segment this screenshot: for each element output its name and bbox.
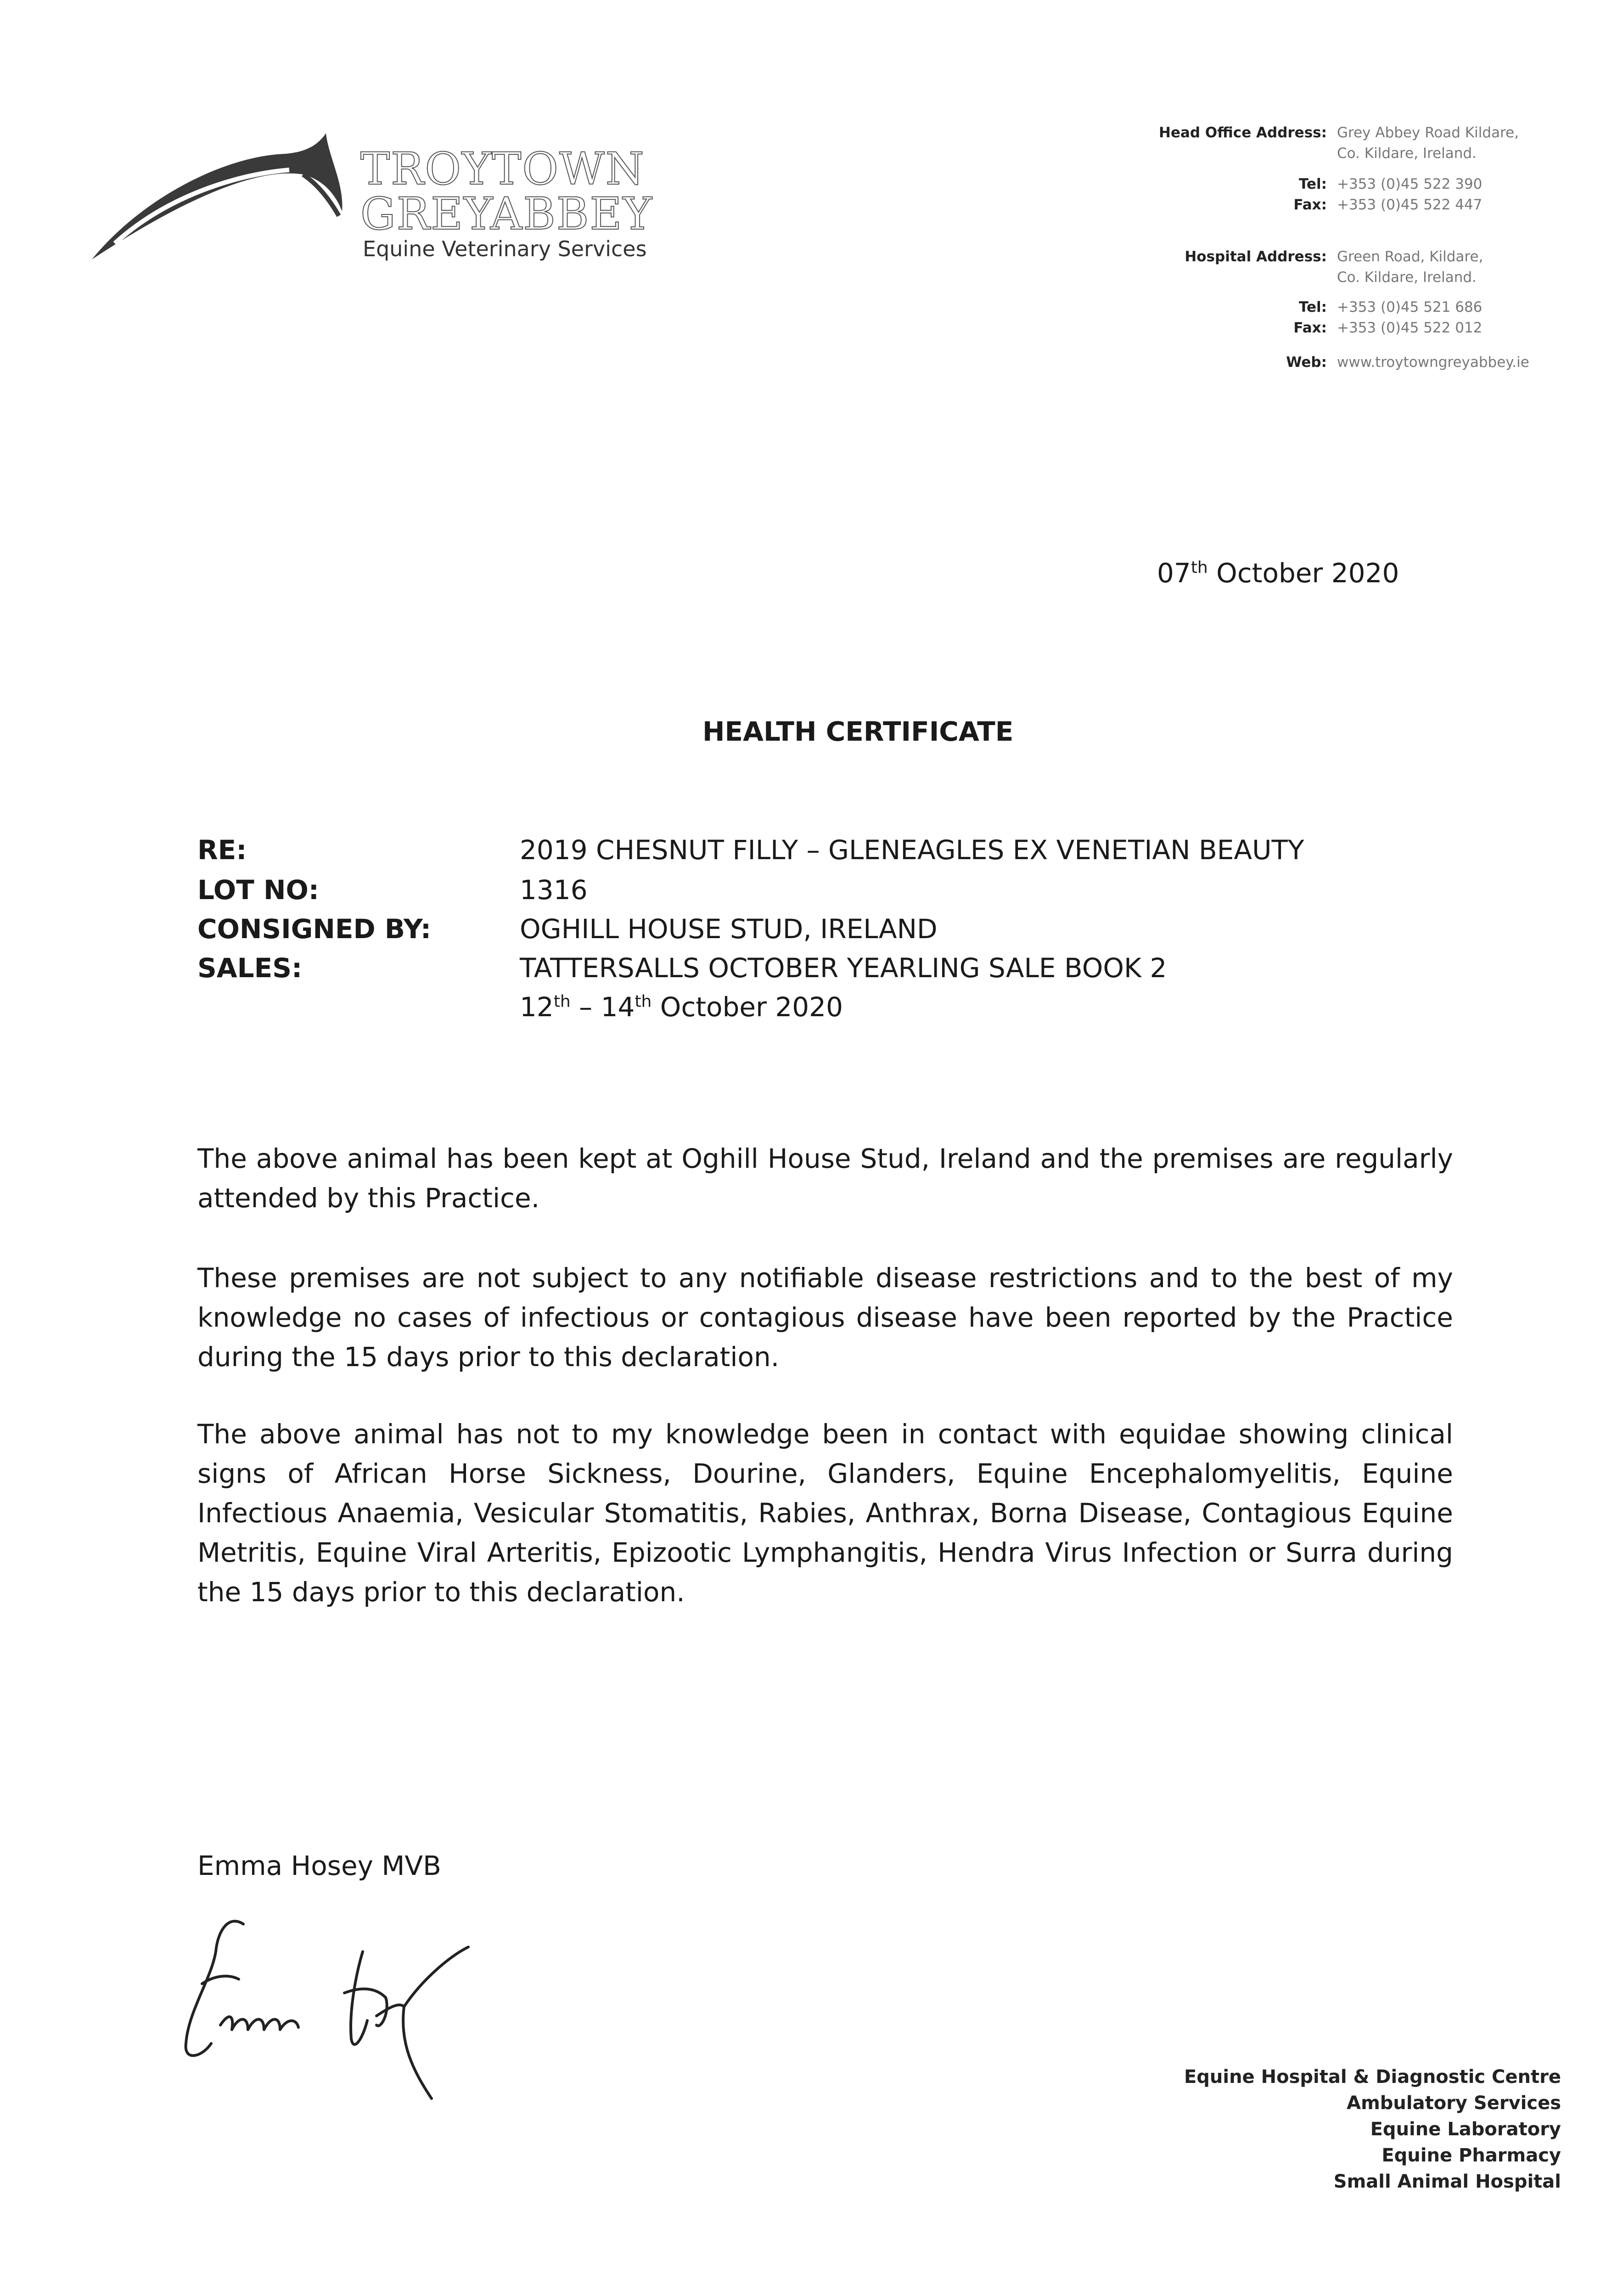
date-day: 07	[1157, 557, 1191, 589]
service-item: Equine Laboratory	[1370, 2119, 1561, 2140]
service-item: Ambulatory Services	[1347, 2093, 1561, 2114]
date-month-year: October 2020	[1207, 557, 1399, 589]
hospital-fax-label: Fax:	[1293, 320, 1327, 336]
sales-end-day: 14	[601, 991, 635, 1023]
letter-date	[1157, 553, 1399, 593]
sales-value: TATTERSALLS OCTOBER YEARLING SALE BOOK 2	[520, 952, 1167, 984]
logo-wordmark-line1: TROYTOWN	[360, 143, 645, 195]
service-item: Small Animal Hospital	[1333, 2171, 1561, 2192]
web-address: www.troytowngreyabbey.ie	[1337, 354, 1529, 371]
certificate-title: HEALTH CERTIFICATE	[702, 716, 1014, 747]
hospital-address-line2: Co. Kildare, Ireland.	[1337, 269, 1477, 286]
paragraph-restrictions: These premises are not subject to any notifiable disease restrictions and to the best of my knowledge no cases of infectious or contagious disease have been reported by the Practice during the 15 days prior to this declaration.	[197, 1262, 1453, 1373]
sales-month-year: October 2020	[651, 991, 843, 1023]
sales-end-suffix: th	[635, 992, 652, 1011]
hospital-tel: +353 (0)45 521 686	[1337, 299, 1483, 315]
logo-subtitle: Equine Veterinary Services	[363, 236, 647, 261]
head-office-fax-label: Fax:	[1293, 197, 1327, 213]
paragraph-diseases: The above animal has not to my knowledge been in contact with equidae showing clinical signs of African Horse Sickness, Dourine, Glanders, Equine Encephalomyelitis, Equine Infectious Anaemia, Vesicular Stomatitis, Rabies, Anthrax, Borna Disease, Contagious Equine Metritis, Equine Viral Arteritis, Epizootic Lymphangitis, Hendra Virus Infection or Surra during the 15 days prior to this declaration.	[197, 1418, 1453, 1608]
head-office-tel: +353 (0)45 522 390	[1337, 176, 1483, 192]
horse-logo-icon	[87, 129, 344, 262]
sales-start-day: 12	[520, 991, 554, 1023]
head-office-tel-label: Tel:	[1298, 176, 1327, 192]
head-office-label: Head Office Address:	[1159, 124, 1327, 141]
hospital-fax: +353 (0)45 522 012	[1337, 320, 1483, 336]
sales-label: SALES:	[197, 952, 303, 984]
handwritten-signature	[174, 1906, 551, 2117]
consigned-by-value: OGHILL HOUSE STUD, IRELAND	[520, 913, 938, 945]
date-day-suffix: th	[1191, 558, 1208, 577]
re-value: 2019 CHESNUT FILLY – GLENEAGLES EX VENETIAN BEAUTY	[520, 834, 1304, 866]
web-label: Web:	[1286, 354, 1327, 371]
hospital-address-line1: Green Road, Kildare,	[1337, 248, 1483, 265]
re-label: RE:	[197, 834, 247, 866]
service-item: Equine Pharmacy	[1382, 2145, 1561, 2166]
lot-number-label: LOT NO:	[197, 874, 319, 906]
head-office-address-line1: Grey Abbey Road Kildare,	[1337, 124, 1519, 141]
consigned-by-label: CONSIGNED BY:	[197, 913, 432, 945]
head-office-address-line2: Co. Kildare, Ireland.	[1337, 145, 1477, 162]
hospital-tel-label: Tel:	[1298, 299, 1327, 315]
logo-wordmark-line2: GREYABBEY	[360, 188, 653, 240]
sales-start-suffix: th	[553, 992, 571, 1011]
paragraph-premises: The above animal has been kept at Oghill House Stud, Ireland and the premises are regularly attended by this Practice.	[197, 1143, 1453, 1214]
sales-date-dash: –	[570, 991, 601, 1023]
lot-number-value: 1316	[520, 874, 588, 906]
sales-dates	[520, 987, 843, 1027]
service-item: Equine Hospital & Diagnostic Centre	[1184, 2066, 1561, 2088]
signer-name: Emma Hosey MVB	[197, 1850, 441, 1881]
hospital-address-label: Hospital Address:	[1185, 248, 1327, 265]
head-office-fax: +353 (0)45 522 447	[1337, 197, 1483, 213]
